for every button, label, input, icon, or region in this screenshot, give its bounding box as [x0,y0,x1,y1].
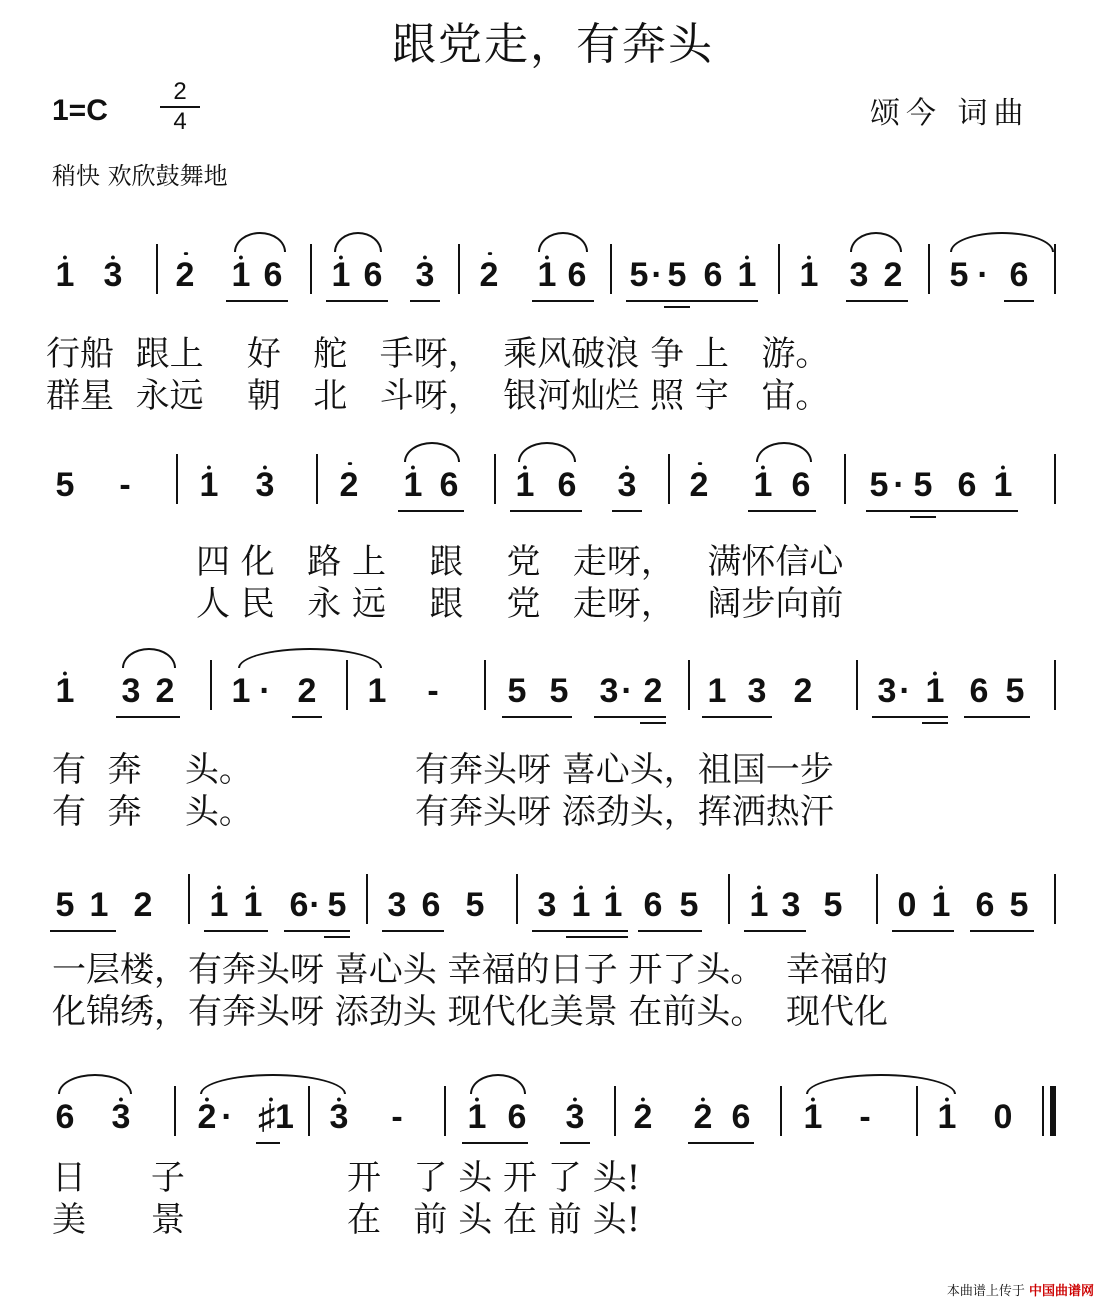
note: 6 [507,1098,527,1136]
lyric-verse-1: 一层楼，有奔头呀 喜心头 幸福的日子 开了头。 幸福的 [52,950,889,990]
footer-credit [947,1280,1094,1299]
beam [872,716,948,718]
note: • 1 [796,258,822,292]
note: - [391,1098,403,1136]
beam [638,930,702,932]
note: • 1 [400,468,426,502]
note: • 1 [934,1100,960,1134]
note: 1 [367,672,387,710]
final-barline [1050,1086,1056,1136]
beam [532,300,594,302]
note: 6 [567,256,587,294]
note: 3 [537,886,557,924]
note: • 3 [412,258,438,292]
barline [210,660,212,710]
beam [284,930,350,932]
beam [226,300,288,302]
note: • 3 [614,468,640,502]
note: 3 [877,672,897,710]
barline [856,660,858,710]
barline [1054,660,1056,710]
barline [614,1086,616,1136]
beam [612,510,642,512]
note: 6 [703,256,723,294]
beam [970,930,1034,932]
lyrics-row [0,1150,1106,1240]
beam [326,300,388,302]
beam [866,510,1018,512]
note: 3 [781,886,801,924]
note: 6 [969,672,989,710]
slur [58,1074,132,1094]
note: • 3 [562,1100,588,1134]
note: • 1 [746,888,772,922]
note: • 1 [228,258,254,292]
time-top: 2 [173,78,187,105]
beam [664,306,690,308]
beam [640,722,666,724]
beam [846,300,908,302]
song-title: 跟党走，有奔头 [392,19,714,70]
barline [1042,1086,1044,1136]
beam [256,1142,280,1144]
note: 6 [791,466,811,504]
time-signature [160,80,200,134]
beam [1004,300,1034,302]
beam [382,930,444,932]
barline [484,660,486,710]
note: 6 [289,886,309,924]
note: • 2 [630,1100,656,1134]
note: • ♯1 [258,1100,284,1134]
note: - [119,466,131,504]
beam [50,930,116,932]
slur [518,442,576,462]
key-signature: 1=C [52,94,108,127]
note: 0 [993,1098,1013,1136]
barline [610,244,612,294]
tempo-marking: 稍快 欢欣鼓舞地 [52,162,228,190]
dot: · [899,672,911,710]
barline [668,454,670,504]
note: 0 [897,886,917,924]
note: 5 [949,256,969,294]
note: 5 [55,886,75,924]
note: 3 [849,256,869,294]
note: 5 [55,466,75,504]
beam [510,510,582,512]
slur [122,648,176,668]
note: • 1 [750,468,776,502]
note: 5 [507,672,527,710]
note: 1 [231,672,251,710]
note: 2 [155,672,175,710]
note: • 1 [922,674,948,708]
staff-line-2 [0,438,1106,538]
beam [398,510,464,512]
beam [292,716,322,718]
lyric-verse-2: 美 景 在 前 头 在 前 头! [52,1200,641,1240]
note: 5 [629,256,649,294]
slur [238,648,382,668]
lyrics-row [0,742,1106,832]
slur [234,232,286,252]
lyric-verse-2: 有 奔 头。 有奔头呀 添劲头，挥洒热汗 [52,792,834,832]
barline [494,454,496,504]
lyric-verse-2: 人 民 永 远 跟 党 走呀， 阔步向前 [196,584,844,624]
lyric-verse-1: 行船 跟上 好 舵 手呀， 乘风破浪 争 上 游。 [46,334,830,374]
barline [176,454,178,504]
note: 5 [1005,672,1025,710]
note: 3 [121,672,141,710]
dot: · [221,1098,233,1136]
slur [334,232,382,252]
beam [566,936,628,938]
beam [744,930,806,932]
barline [780,1086,782,1136]
note: 6 [957,466,977,504]
beam [910,516,936,518]
note: 6 [439,466,459,504]
beam [324,936,350,938]
note: • 1 [206,888,232,922]
note: • 1 [734,258,760,292]
beam [688,1142,754,1144]
note: • 1 [600,888,626,922]
note: 5 [1009,886,1029,924]
beam [532,930,628,932]
note: 5 [549,672,569,710]
slur [538,232,588,252]
note: 6 [421,886,441,924]
note: 3 [599,672,619,710]
note: 6 [975,886,995,924]
note: 2 [793,672,813,710]
note: 1 [89,886,109,924]
note: 2 [297,672,317,710]
barline [188,874,190,924]
slur [950,232,1054,252]
note: 5 [913,466,933,504]
lyric-verse-1: 有 奔 头。 有奔头呀 喜心头，祖国一步 [52,750,834,790]
beam [462,1142,528,1144]
barline [310,244,312,294]
barline [1054,454,1056,504]
footer-prefix: 本曲谱上传于 [946,1284,1025,1299]
note: 3 [387,886,407,924]
note: • 1 [568,888,594,922]
note: 2 [883,256,903,294]
note: - [859,1098,871,1136]
note: • 1 [328,258,354,292]
barline [728,874,730,924]
barline [366,874,368,924]
slur [756,442,812,462]
note: 5 [869,466,889,504]
beam [964,716,1030,718]
note: • 3 [100,258,126,292]
barline [458,244,460,294]
note: • 1 [52,674,78,708]
lyric-verse-1: 日 子 开 了 头 开 了 头! [52,1158,641,1198]
barline [316,454,318,504]
beam [748,510,816,512]
barline [844,454,846,504]
note: • 1 [52,258,78,292]
slur [850,232,902,252]
note: 6 [1009,256,1029,294]
barline [156,244,158,294]
note: 6 [363,256,383,294]
barline [928,244,930,294]
note: 5 [679,886,699,924]
note: 5 [823,886,843,924]
note: 5 [327,886,347,924]
dot: · [621,672,633,710]
note: • 1 [464,1100,490,1134]
beam [892,930,954,932]
lyrics-row [0,942,1106,1032]
note: • 1 [800,1100,826,1134]
dot: · [651,256,663,294]
lyrics-row [0,326,1106,416]
barline [174,1086,176,1136]
note: 6 [55,1098,75,1136]
slur [470,1074,526,1094]
beam [204,930,268,932]
barline [516,874,518,924]
dot: · [259,672,271,710]
note: 6 [643,886,663,924]
lyric-verse-1: 四 化 路 上 跟 党 走呀， 满怀信心 [196,542,844,582]
dot: · [977,256,989,294]
staff-line-1 [0,228,1106,328]
note: 5 [465,886,485,924]
beam [560,1142,590,1144]
barline [1054,874,1056,924]
note: 3 [747,672,767,710]
note: •• 2 [686,468,712,502]
dot: · [893,466,905,504]
note: • 3 [252,468,278,502]
lyric-verse-2: 化锦绣，有奔头呀 添劲头 现代化美景 在前头。 现代化 [52,992,889,1032]
barline [778,244,780,294]
note: • 2 [690,1100,716,1134]
beam [410,300,440,302]
note: • 1 [534,258,560,292]
note: - [427,672,439,710]
slur [404,442,460,462]
note: • 2 [194,1100,220,1134]
note: 2 [643,672,663,710]
site-logo-text[interactable]: 中国曲谱网 [1028,1284,1094,1299]
note: • 3 [326,1100,352,1134]
beam [702,716,772,718]
note: •• 2 [476,258,502,292]
staff-line-3 [0,644,1106,744]
note: • 1 [512,468,538,502]
lyrics-row [0,534,1106,624]
note: 6 [731,1098,751,1136]
beam [502,716,572,718]
beam [626,300,758,302]
slur [200,1074,346,1094]
barline [876,874,878,924]
note: • 1 [240,888,266,922]
beam [594,716,666,718]
slur [806,1074,956,1094]
note: • 1 [928,888,954,922]
note: • 1 [990,468,1016,502]
note: 6 [557,466,577,504]
dot: · [309,886,321,924]
barline [688,660,690,710]
note: • 1 [196,468,222,502]
note: 1 [707,672,727,710]
note: 6 [263,256,283,294]
barline [444,1086,446,1136]
barline [1054,244,1056,294]
note: •• 2 [172,258,198,292]
note: 5 [667,256,687,294]
beam [116,716,180,718]
note: •• 2 [336,468,362,502]
time-bottom: 4 [173,108,187,135]
lyric-verse-2: 群星 永远 朝 北 斗呀， 银河灿烂 照 宇 宙。 [46,376,830,416]
note: 2 [133,886,153,924]
composer-credit: 颂今 词曲 [870,96,1030,131]
note: • 3 [108,1100,134,1134]
beam [922,722,948,724]
